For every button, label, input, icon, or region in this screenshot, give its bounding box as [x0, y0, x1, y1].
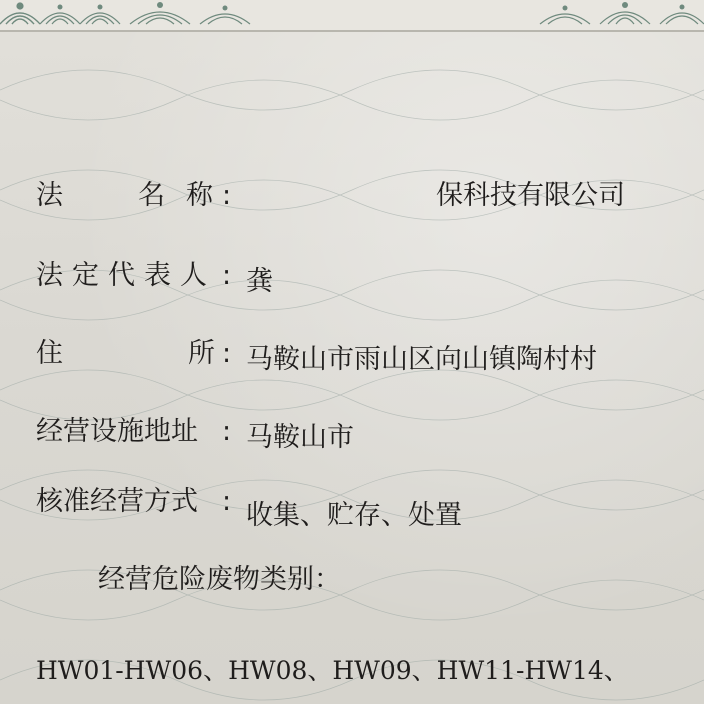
field-value-address: 马鞍山市雨山区向山镇陶村村 — [246, 344, 597, 375]
waste-category-heading-text: 经营危险废物类别： — [98, 564, 341, 595]
field-colon: : — [222, 180, 232, 211]
field-row-address — [0, 334, 704, 374]
field-row-operation-mode — [0, 482, 704, 531]
field-label-part: 所 — [188, 338, 215, 369]
field-value-legal-rep: 龚 — [246, 266, 273, 297]
field-row-name — [0, 176, 704, 216]
field-row-facility-address — [0, 412, 704, 452]
field-colon: : — [222, 416, 232, 447]
field-value-company-name: 保科技有限公司 — [436, 180, 625, 211]
field-value-operation-mode: 收集、贮存、处置 — [246, 500, 462, 531]
field-colon: : — [222, 338, 232, 369]
field-label: 核准经营方式 — [36, 486, 198, 517]
waste-category-heading — [98, 560, 341, 600]
ornamental-border — [0, 0, 704, 32]
field-label: 法定代表人 — [36, 260, 216, 291]
field-label: 经营设施地址 — [36, 416, 198, 447]
border-ornament-icon — [0, 0, 704, 30]
field-colon: : — [222, 260, 232, 291]
field-label-part: 名 — [138, 180, 168, 211]
field-value-facility-address: 马鞍山市 — [246, 422, 354, 453]
field-label-part: 称 — [186, 180, 216, 211]
field-row-legal-rep — [0, 256, 704, 296]
waste-codes-line: HW01-HW06、HW08、HW09、HW11-HW14、 — [36, 656, 629, 685]
field-colon: : — [222, 486, 232, 517]
field-label-part: 住 — [36, 338, 63, 369]
field-label-part: 法 — [36, 180, 63, 211]
